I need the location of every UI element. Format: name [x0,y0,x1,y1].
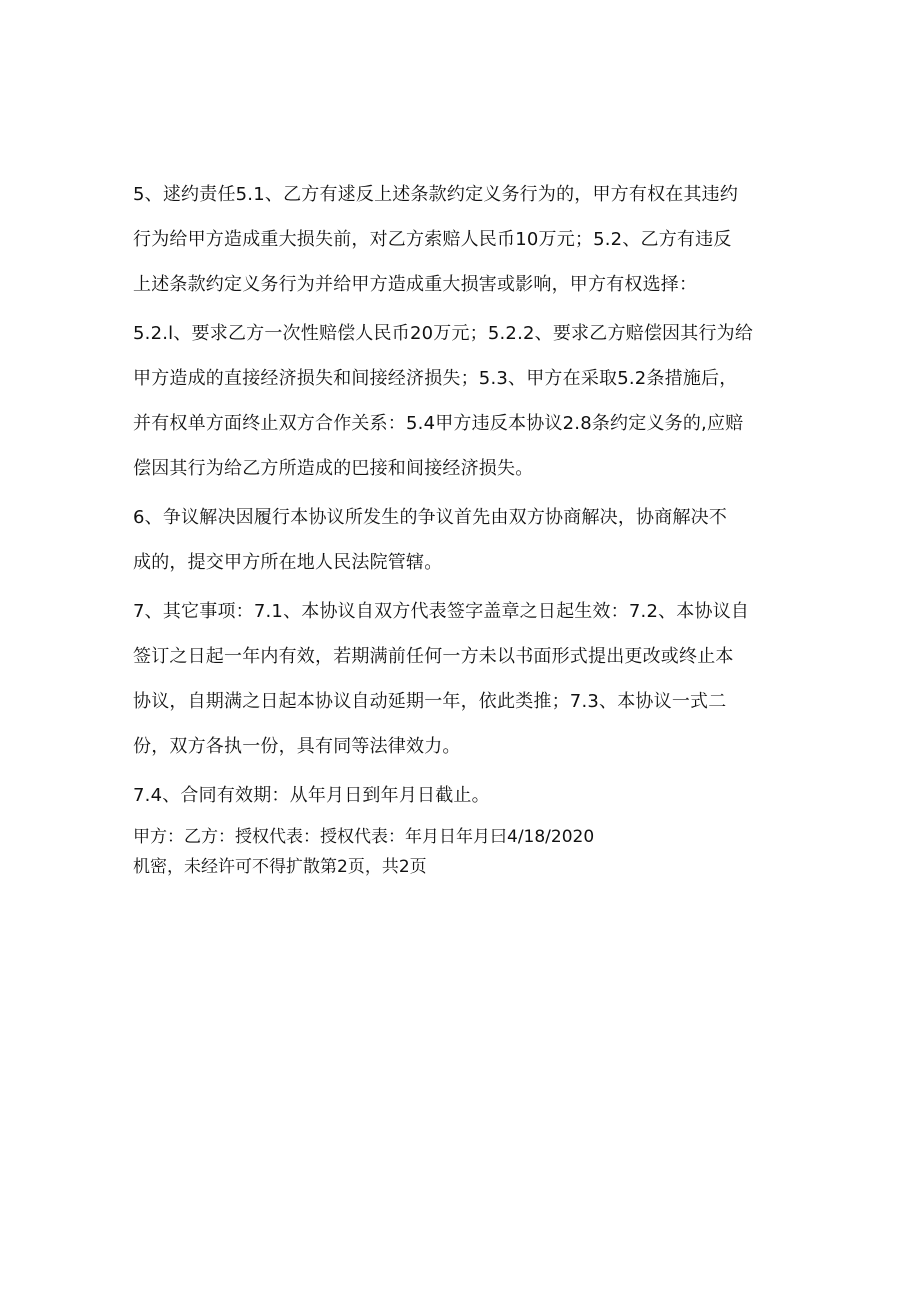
text-line: 6、争议解决因履行本协议所发生的争议首先由双方协商解决，协商解决不 [133,507,728,528]
section-6-dispute-resolution [133,495,793,585]
text-line: 7、其它事项：7.1、本协议自双方代表签字盖章之日起生效：7.2、本协议自 [133,601,750,622]
signature-line: 甲方：乙方：授权代表：授权代表：年月日年月曰4/18/2020 [133,827,595,847]
text-line: 偿因其行为给乙方所造成的巴接和间接经济损失。 [133,458,534,479]
text-line: 份，双方各执一份，具有同等法律效力。 [133,736,461,757]
confidential-footer: 机密，未经许可不得扩散第2页，共2页 [133,857,427,877]
text-line: 并有权单方面终止双方合作关系：5.4甲方违反本协议2.8条约定义务的,应赔 [133,413,744,434]
text-line: 签订之日起一年内有效，若期满前任何一方未以书面形式提出更改或终止本 [133,646,734,667]
section-5-breach-liability [133,172,793,307]
text-line: 成的，提交甲方所在地人民法院管辖。 [133,552,443,573]
text-line: 行为给甲方造成重大损失前，对乙方索赔人民币10万元；5.2、乙方有违反 [133,229,732,250]
section-7-4-validity-period [133,773,793,818]
text-line: 5、逑约责任5.1、乙方有逑反上述条款约定义务行为的，甲方有权在其违约 [133,184,739,205]
text-line: 协议，自期满之日起本协议自动延期一年，依此类推；7.3、本协议一式二 [133,691,727,712]
text-line: 上述条款约定义务行为并给甲方造成重大损害或影响，甲方有权选择： [133,274,698,295]
section-7-other-matters [133,589,793,769]
text-line: 7.4、合同有效期：从年月日到年月日截止。 [133,785,490,806]
document-body [133,172,793,882]
section-5-2-remedies [133,311,793,491]
text-line: 5.2.l、要求乙方一次性赔偿人民币20万元；5.2.2、要求乙方赔偿因其行为给 [133,323,754,344]
text-line: 甲方造成的直接经济损失和间接经济损失；5.3、甲方在采取5.2条措施后， [133,368,738,389]
